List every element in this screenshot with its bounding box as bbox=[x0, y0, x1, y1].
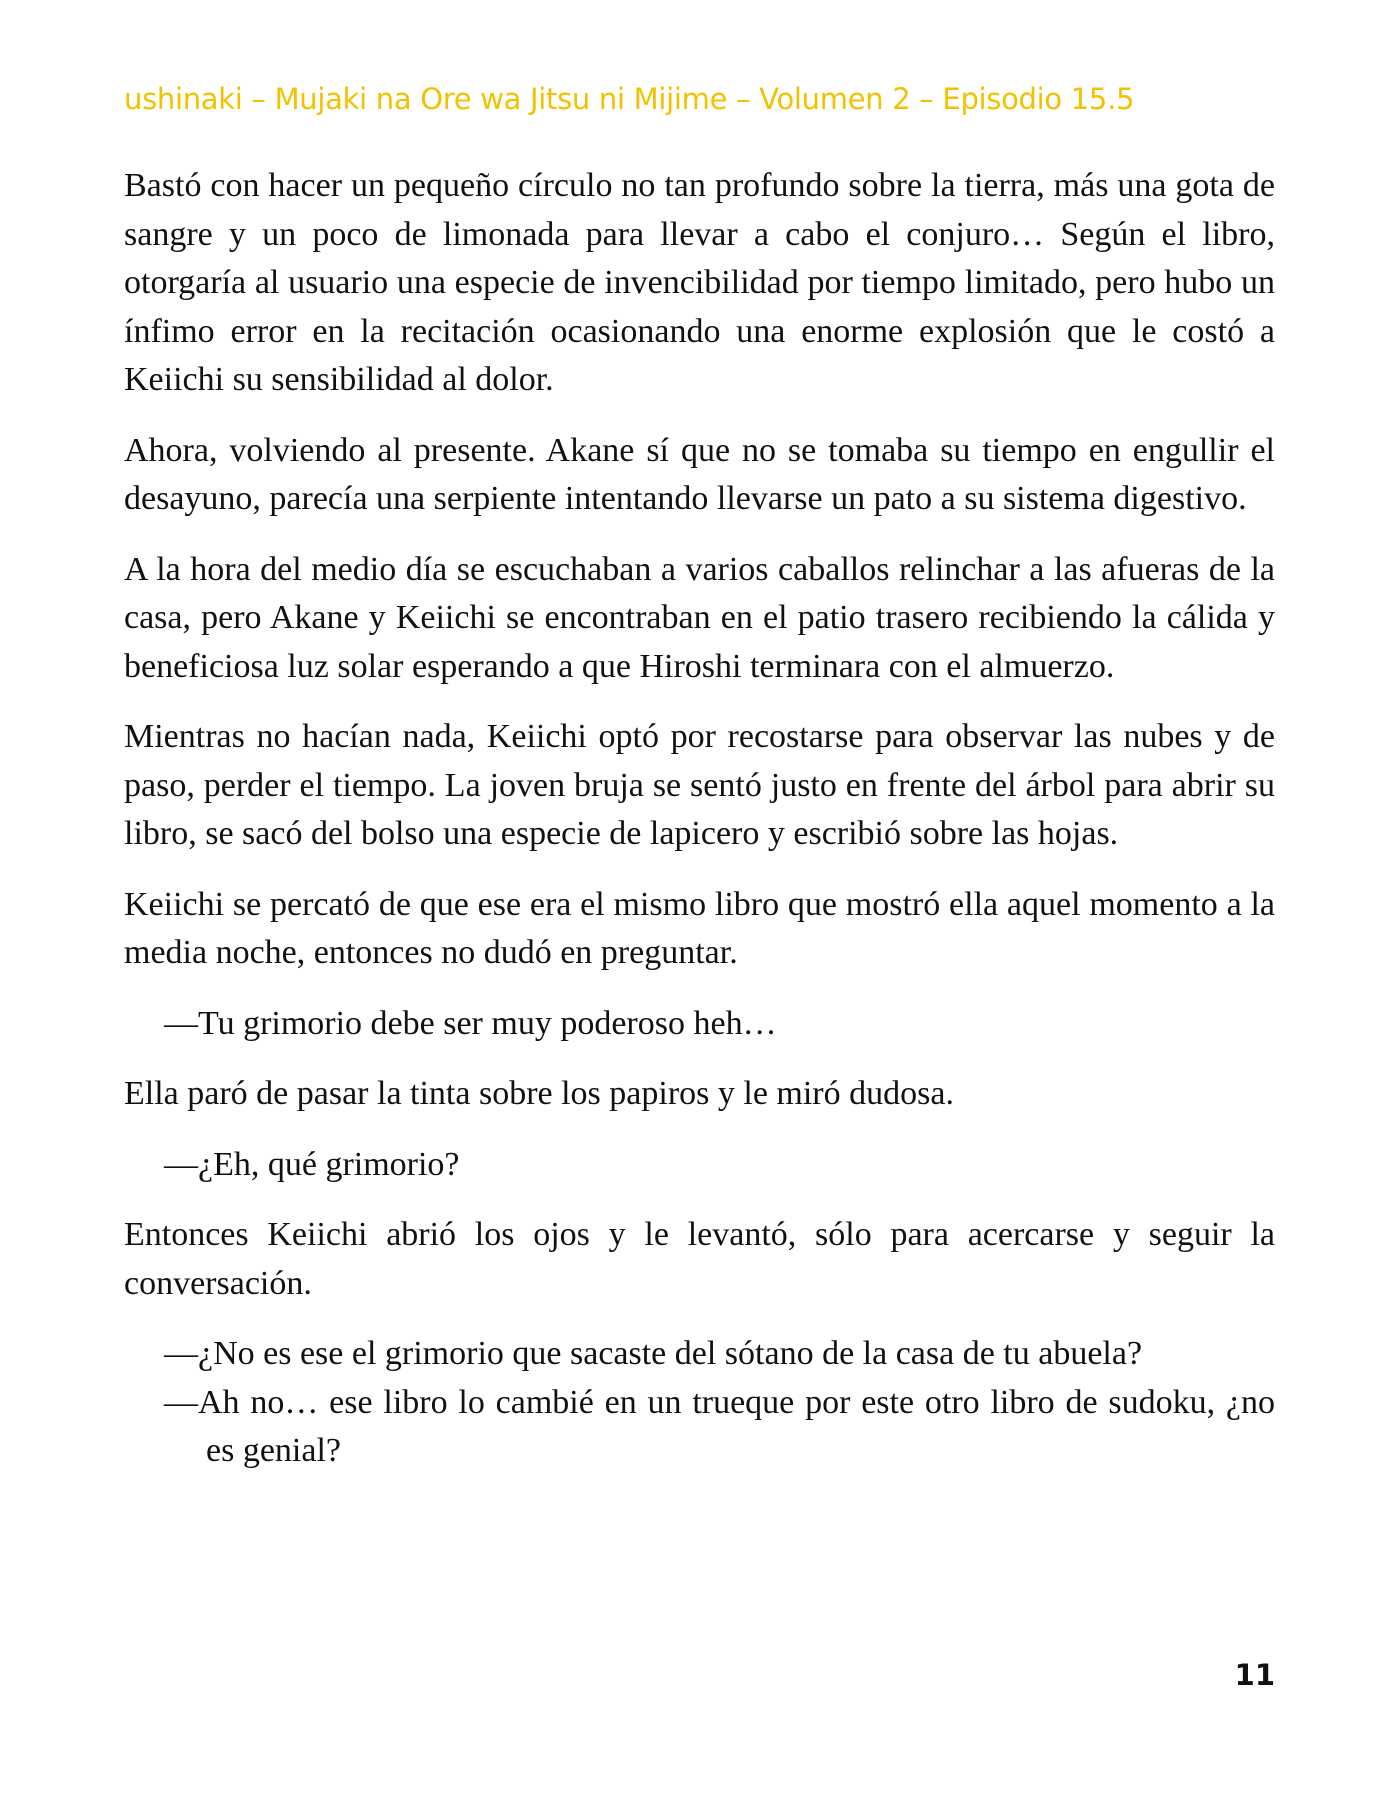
paragraph: Keiichi se percató de que ese era el mismo libro que mostró ella aquel momento a la media noche, entonces no dudó en preguntar. bbox=[124, 885, 1275, 971]
paragraph: Ella paró de pasar la tinta sobre los papiros y le miró dudosa. bbox=[124, 1075, 954, 1112]
running-header: ushinaki – Mujaki na Ore wa Jitsu ni Mijime – Volumen 2 – Episodio 15.5 bbox=[124, 82, 1135, 116]
paragraph: Bastó con hacer un pequeño círculo no tan profundo sobre la tierra, más una gota de sangre y un poco de limonada para llevar a cabo el conjuro… Según el libro, otorgaría al usuario una especie de invencibilidad por tiempo limitado, pero hubo un ínfimo error en la recitación ocasionando una enorme explosión que le costó a Keiichi su sensibilidad al dolor. bbox=[124, 167, 1275, 398]
paragraph: Mientras no hacían nada, Keiichi optó por recostarse para observar las nubes y de paso, perder el tiempo. La joven bruja se sentó justo en frente del árbol para abrir su libro, se sacó del bolso una especie de lapicero y escribió sobre las hojas. bbox=[124, 718, 1275, 852]
dialogue-line: —¿No es ese el grimorio que sacaste del sótano de la casa de tu abuela? bbox=[164, 1335, 1143, 1372]
paragraph: Entonces Keiichi abrió los ojos y le levantó, sólo para acercarse y seguir la conversación. bbox=[124, 1216, 1275, 1302]
page-number: 11 bbox=[1234, 1658, 1275, 1692]
dialogue-line: —Ah no… ese libro lo cambié en un trueque por este otro libro de sudoku, ¿no es genial? bbox=[164, 1383, 1275, 1469]
dialogue-line: —Tu grimorio debe ser muy poderoso heh… bbox=[164, 1004, 777, 1042]
page-body bbox=[124, 162, 1275, 1498]
paragraph: A la hora del medio día se escuchaban a varios caballos relinchar a las afueras de la casa, pero Akane y Keiichi se encontraban en el patio trasero recibiendo la cálida y beneficiosa luz solar esperando a que Hiroshi terminara con el almuerzo. bbox=[124, 550, 1275, 685]
paragraph: Ahora, volviendo al presente. Akane sí que no se tomaba su tiempo en engullir el desayuno, parecía una serpiente intentando llevarse un pato a su sistema digestivo. bbox=[124, 431, 1275, 517]
dialogue-line: —¿Eh, qué grimorio? bbox=[164, 1145, 460, 1183]
